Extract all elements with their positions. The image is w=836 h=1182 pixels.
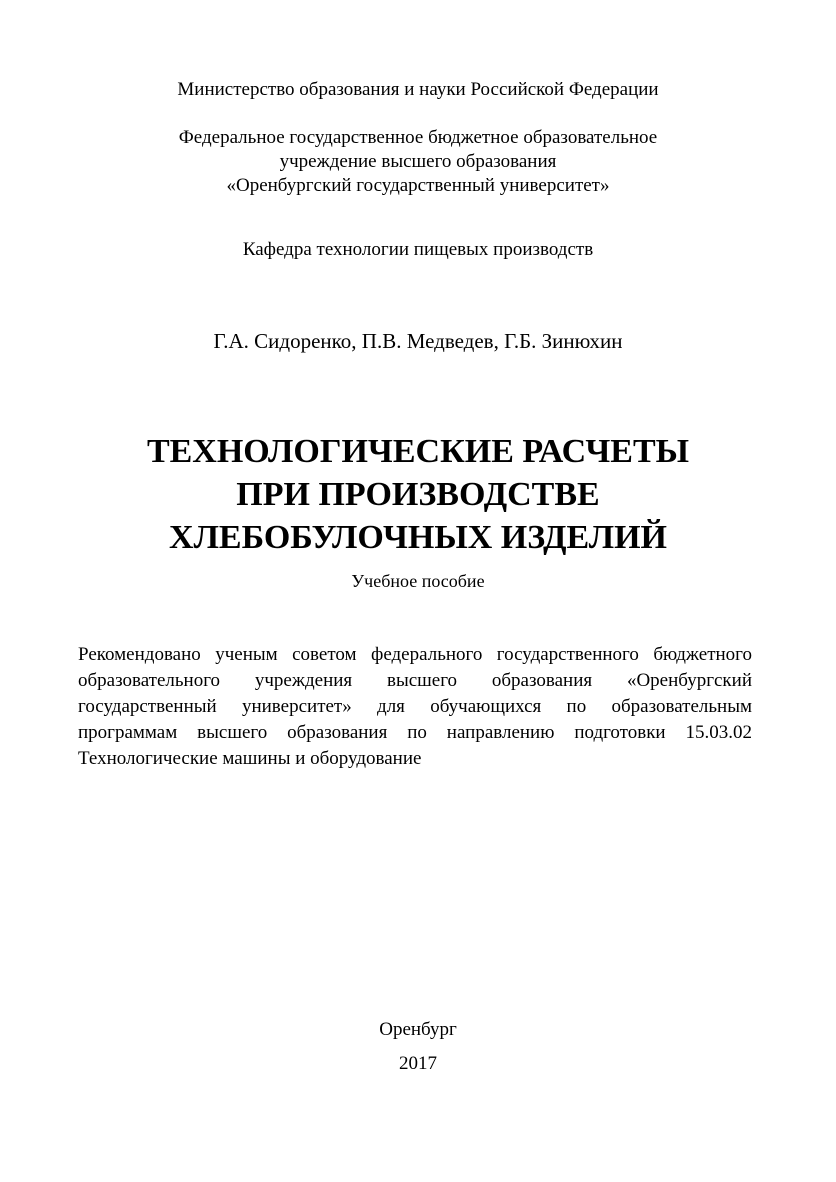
year-line: 2017 xyxy=(399,1053,437,1074)
book-title-line-2: ПРИ ПРОИЗВОДСТВЕ xyxy=(236,476,600,513)
authors-line: Г.А. Сидоренко, П.В. Медведев, Г.Б. Зинюхин xyxy=(213,329,623,353)
book-title-line-1: ТЕХНОЛОГИЧЕСКИЕ РАСЧЕТЫ xyxy=(146,433,690,470)
book-title xyxy=(0,430,836,559)
city-line: Оренбург xyxy=(379,1019,457,1040)
institution-block xyxy=(0,126,836,198)
recommendation-line-4: программам высшего образования по направлению подготовки 15.03.02 xyxy=(78,722,752,743)
department-line: Кафедра технологии пищевых производств xyxy=(242,239,594,260)
recommendation-line-2: образовательного учреждения высшего образования «Оренбургский xyxy=(78,670,752,691)
book-title-line-3: ХЛЕБОБУЛОЧНЫХ ИЗДЕЛИЙ xyxy=(169,519,667,556)
recommendation-line-3: государственный университет» для обучающихся по образовательным xyxy=(78,696,752,717)
institution-line-1: Федеральное государственное бюджетное образовательное xyxy=(178,127,658,148)
recommendation-line-1: Рекомендовано ученым советом федерального государственного бюджетного xyxy=(78,644,752,665)
institution-line-3: «Оренбургский государственный университет» xyxy=(226,175,610,196)
recommendation-line-5: Технологические машины и оборудование xyxy=(78,748,422,769)
subtitle: Учебное пособие xyxy=(351,571,485,591)
institution-line-2: учреждение высшего образования xyxy=(279,151,557,172)
ministry-line: Министерство образования и науки Российской Федерации xyxy=(177,79,659,100)
recommendation-paragraph xyxy=(78,642,752,772)
